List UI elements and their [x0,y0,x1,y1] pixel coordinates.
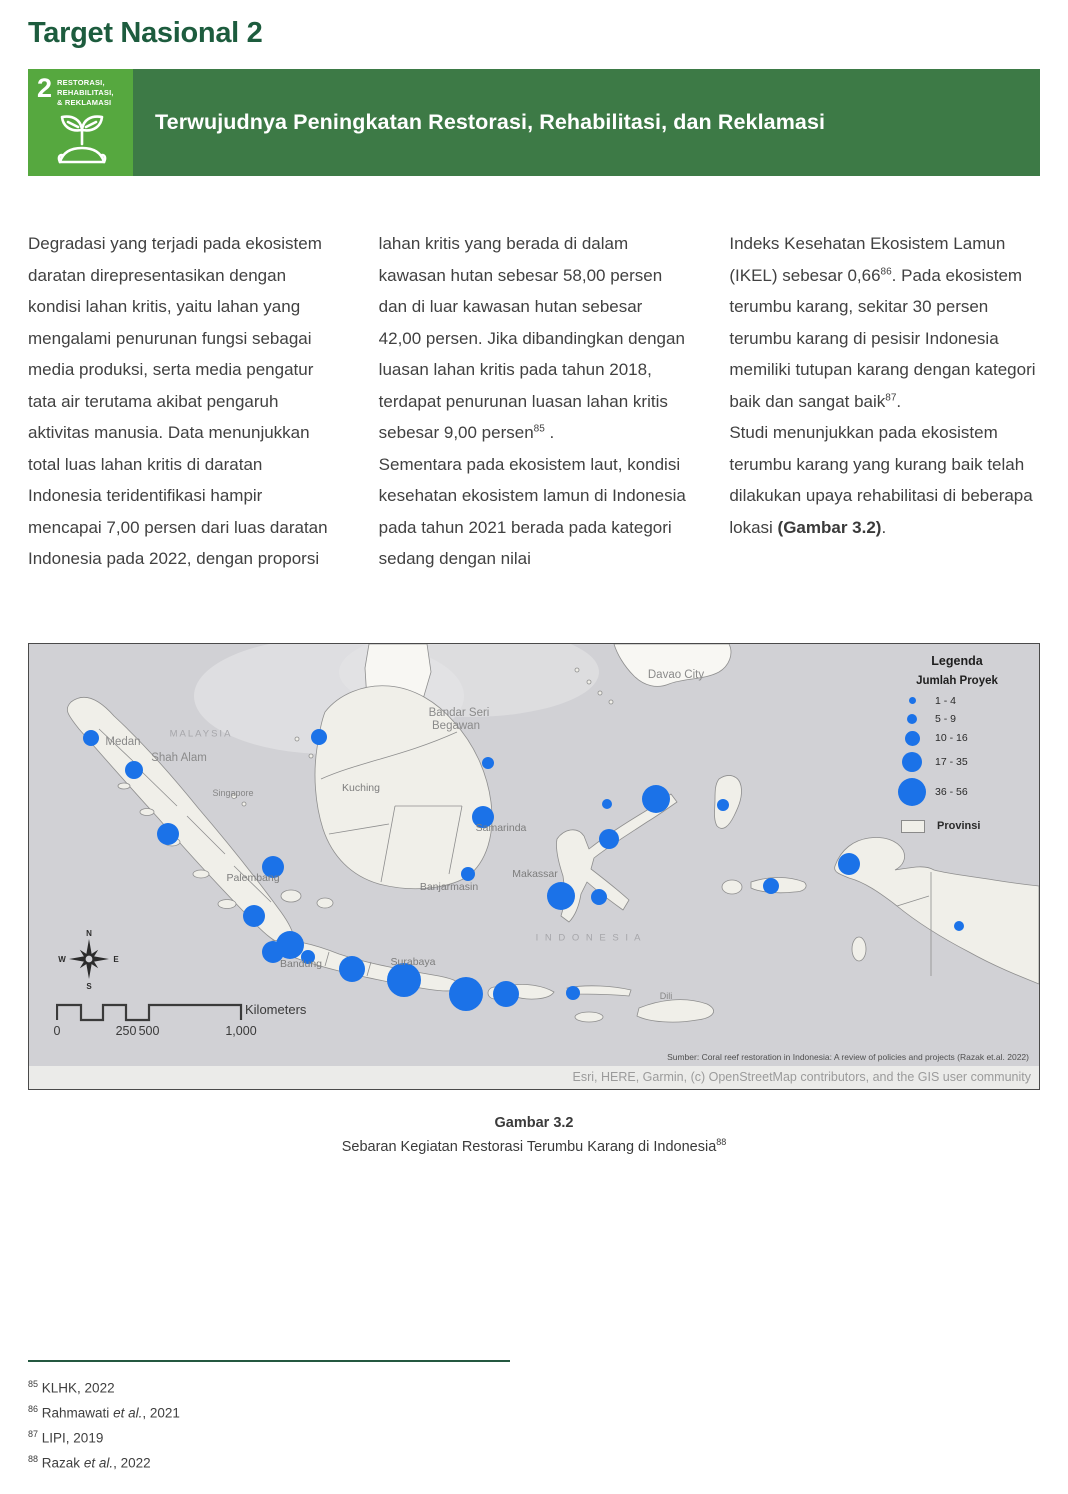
footnote: $^{87}$ LIPI, 2019 [28,1429,104,1446]
map-place-label: I N D O N E S I A [535,932,643,943]
map-place-label: MALAYSIA [169,728,233,739]
map-place-label: Bandung [279,957,323,970]
province-swatch [901,820,925,833]
map-place-label: Davao City [647,668,705,681]
paragraph: Degradasi yang terjadi pada ekosistem daratan direpresentasikan dengan kondisi lahan kritis, yaitu lahan yang mengalami penurunan fungsi sebagai media produksi, serta media pengatur tata air terutama akibat pengaruh aktivitas manusia. Data menunjukkan total luas lahan kritis di daratan Indonesia teridentifikasi hampir mencapai 7,00 persen dari luas daratan Indonesia pada 2022, dengan proporsi [28,234,328,568]
map-place-label: Palembang [226,871,280,884]
text-column [379,228,690,575]
legend-subtitle: Jumlah Proyek [916,674,998,687]
legend-bubble [907,714,917,724]
map-place-label: Medan [105,735,141,748]
map-attribution: Esri, HERE, Garmin, (c) OpenStreetMap contributors, and the GIS user community [29,1066,1039,1089]
legend-item-label: 1 - 4 [935,694,957,707]
legend-items [889,695,1025,806]
map-place-label: Bandar Seri [428,706,490,719]
map-place-label: Makassar [512,867,558,880]
map-source-note: Sumber: Coral reef restoration in Indonesia: A review of policies and projects (Razak et.al. 2022) [667,1051,1029,1062]
footnote: $^{85}$ KLHK, 2022 [28,1379,115,1396]
legend-bubble [909,697,916,704]
map-place-label: Dili [659,990,673,1001]
goal-number: 2 [37,73,53,103]
compass-n: N [86,928,92,938]
compass-rose [57,927,121,996]
body-columns [28,228,1040,575]
compass-w: W [58,954,66,964]
map-place-label: Samarinda [475,821,527,834]
footnote: $^{88}$ Razak et al., 2022 [28,1454,151,1471]
map-place-label: Shah Alam [151,751,207,764]
compass-s: S [86,981,92,991]
scale-tick-label: 1,000 [225,1023,257,1038]
legend-bubble [905,731,920,746]
map-place-label: Singapore [212,787,254,798]
goal-name-line: REHABILITASI, [57,87,114,97]
figure-caption [28,1115,1040,1155]
scale-tick-label: 500 [138,1023,160,1038]
legend-item-label: 10 - 16 [935,732,968,744]
caption-title: Gambar 3.2 [494,1114,574,1131]
map-place-label: Surabaya [390,955,436,968]
scale-bar [53,1000,356,1040]
paragraph: Studi menunjukkan pada ekosistem terumbu karang yang kurang baik telah dilakukan upaya rehabilitasi di beberapa lokasi (Gambar 3.2). [729,423,1033,537]
caption-footnote-ref: 88 [716,1136,727,1147]
legend-bubble [902,752,922,772]
goal-name-line: & REKLAMASI [57,97,112,107]
footnote: $^{86}$ Rahmawati et al., 2021 [28,1404,180,1421]
legend-title: Legenda [931,653,983,668]
legend-item-label: 36 - 56 [935,785,968,798]
page-title: Target Nasional 2 [28,17,263,49]
scale-tick-label: 0 [53,1023,61,1038]
indonesia-restoration-map [28,643,1040,1090]
goal-banner [28,69,1040,176]
caption-text: Sebaran Kegiatan Restorasi Terumbu Karang di Indonesia$^{88}$ [341,1136,727,1155]
paragraph: Indeks Kesehatan Ekosistem Lamun (IKEL) sebesar 0,66$^{86}$. Pada ekosistem terumbu karang, sekitar 30 persen terumbu karang di pesisir Indonesia memiliki tutupan karang dengan kategori baik dan sangat baik$^{87}$. [729,234,1036,411]
goal-name [57,78,114,107]
text-column [28,228,339,575]
paragraph: Sementara pada ekosistem laut, kondisi kesehatan ekosistem lamun di Indonesia pada tahun 2021 berada pada kategori sedang dengan nilai [378,454,686,568]
paragraph: lahan kritis yang berada di dalam kawasan hutan sebesar 58,00 persen dan di luar kawasan hutan sebesar 42,00 persen. Jika dibandingkan dengan luasan lahan kritis pada tahun 2018, terdapat penurunan luasan lahan kritis sebesar 9,00 persen$^{85}$ . [378,234,685,442]
legend-bubble [898,778,926,806]
report-page [0,16,1068,1494]
goal-name-line: RESTORASI, [57,78,105,87]
map-place-label: Begawan [432,719,480,732]
scale-tick-label: 250 [115,1023,137,1038]
footnotes [28,1360,510,1474]
goal-icon-box [28,69,133,176]
map-place-label: Kuching [342,781,380,794]
figure-3-2 [28,643,1040,1155]
legend-item [889,695,1025,707]
legend-item [889,752,1025,772]
map-legend [889,654,1025,833]
legend-item-label: 5 - 9 [935,712,957,725]
legend-item [889,713,1025,725]
banner-heading: Terwujudnya Peningkatan Restorasi, Rehabilitasi, dan Reklamasi [155,110,826,134]
map-place-label: Banjarmasin [419,880,479,893]
legend-province-row [889,820,1025,833]
banner-bar [133,69,1040,176]
legend-item-label: 17 - 35 [935,755,968,768]
scale-unit: Kilometers [245,1001,307,1017]
legend-item [889,731,1025,746]
compass-e: E [113,954,119,964]
legend-item [889,778,1025,806]
goal-header [37,73,126,107]
text-column [729,228,1040,575]
seedling-icon [37,107,126,172]
province-label: Provinsi [937,820,981,832]
